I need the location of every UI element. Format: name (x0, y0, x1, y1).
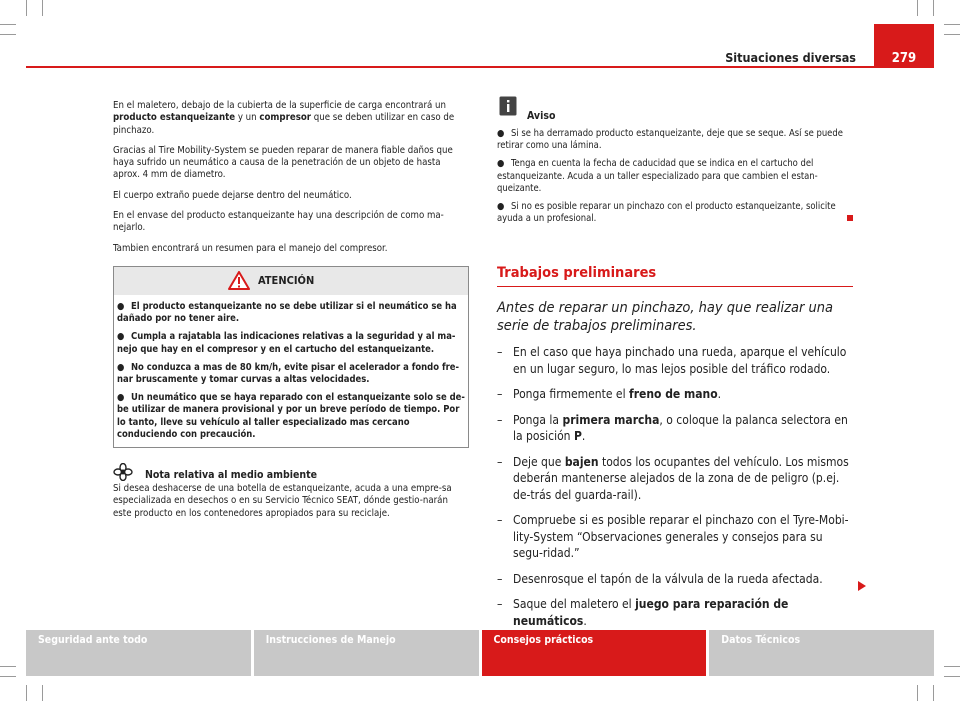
footer-tab-instrucciones[interactable]: Instrucciones de Manejo (254, 630, 479, 676)
left-column (113, 100, 469, 520)
continue-arrow-icon (858, 581, 866, 591)
info-note-icon (499, 96, 517, 116)
warning-item: ● Un neumático que se haya reparado con el estanqueizante solo se de-be utilizar de manera provisional y por un breve período de tiempo. Por lo tanto, lleve su vehículo al taller especializado mas cercano conduciendo con precaución. (117, 392, 465, 440)
note-item: ● Si se ha derramado producto estanqueizante, deje que se seque. Así se puede retirar como una lámina. (497, 128, 843, 152)
note-item: ● Tenga en cuenta la fecha de caducidad que se indica en el cartucho del estanqueizante. Acuda a un taller especializado para que cambien el estan-queizante. (497, 158, 818, 194)
footer-tab-consejos[interactable]: Consejos prácticos (482, 630, 707, 676)
page-header (26, 46, 934, 66)
warning-triangle-icon (228, 271, 250, 290)
section-title: Trabajos preliminares (497, 265, 853, 287)
paragraph-foreign-body: El cuerpo extraño puede dejarse dentro del neumático. (113, 189, 352, 201)
section-intro: Antes de reparar un pinchazo, hay que realizar una serie de trabajos preliminares. (497, 300, 833, 335)
header-rule (26, 66, 934, 68)
warning-box (113, 266, 469, 448)
step-item: – Saque del maletero el juego para reparación de neumáticos. (497, 597, 789, 628)
environment-title: Nota relativa al medio ambiente (145, 469, 318, 481)
paragraph-container: En el envase del producto estanqueizante hay una descripción de como ma-nejarlo. (113, 210, 444, 234)
right-column (497, 100, 853, 629)
footer-tab-datos[interactable]: Datos Técnicos (709, 630, 934, 676)
environment-header (113, 463, 469, 481)
page-number: 279 (874, 24, 934, 68)
environment-text: Si desea deshacerse de una botella de estanqueizante, acuda a una empre-sa especializada en desechos o en su Servicio Técnico SEAT, dónde gestio-narán este producto en los contenedores apropiados para su reciclaje. (113, 483, 452, 519)
step-item: – Ponga firmemente el freno de mano. (497, 387, 722, 402)
flower-icon (113, 463, 133, 481)
note-header (497, 100, 853, 122)
step-item: – Ponga la primera marcha, o coloque la palanca selectora en la posición P. (497, 412, 848, 444)
footer-nav (26, 630, 934, 676)
note-item: ● Si no es posible reparar un pinchazo con el producto estanqueizante, solicite ayuda a un profesional. (497, 201, 836, 225)
warning-item: ● El producto estanqueizante no se debe utilizar si el neumático se ha dañado por no tener aire. (117, 300, 457, 325)
end-marker (847, 215, 853, 221)
step-item: – Deje que bajen todos los ocupantes del vehículo. Los mismos deberán mantenerse alejados de la zona de de peligro (p.ej. de-trás del guarda-rail). (497, 454, 849, 502)
intro-paragraph: En el maletero, debajo de la cubierta de la superficie de carga encontrará un producto estanqueizante y un compresor que se deben utilizar en caso de pinchazo. (113, 100, 455, 136)
running-title: Situaciones diversas (725, 50, 856, 65)
paragraph-tms: Gracias al Tire Mobility-System se pueden reparar de manera fiable daños que haya sufrido un neumático a causa de la penetración de un objeto de hasta aprox. 4 mm de diametro. (113, 144, 453, 181)
warning-header (114, 267, 468, 295)
warning-item: ● Cumpla a rajatabla las indicaciones relativas a la seguridad y al ma-nejo que hay en el compresor y en el cartucho del estanqueizante. (117, 331, 456, 355)
warning-title: ATENCIÓN (258, 273, 315, 287)
step-item: – Desenrosque el tapón de la válvula de la rueda afectada. (497, 571, 823, 586)
paragraph-compressor: Tambien encontrará un resumen para el manejo del compresor. (113, 242, 388, 254)
step-item: – En el caso que haya pinchado una rueda, aparque el vehículo en un lugar seguro, lo mas lejos posible del tráfico rodado. (497, 345, 847, 376)
step-item: – Compruebe si es posible reparar el pinchazo con el Tyre-Mobi-lity-System “Observaciones generales y consejos para su segu-ridad.” (497, 513, 849, 561)
warning-item: ● No conduzca a mas de 80 km/h, evite pisar el acelerador a fondo fre-nar bruscamente y tomar curvas a altas velocidades. (117, 361, 459, 385)
footer-tab-seguridad[interactable]: Seguridad ante todo (26, 630, 251, 676)
note-title: Aviso (527, 110, 556, 122)
